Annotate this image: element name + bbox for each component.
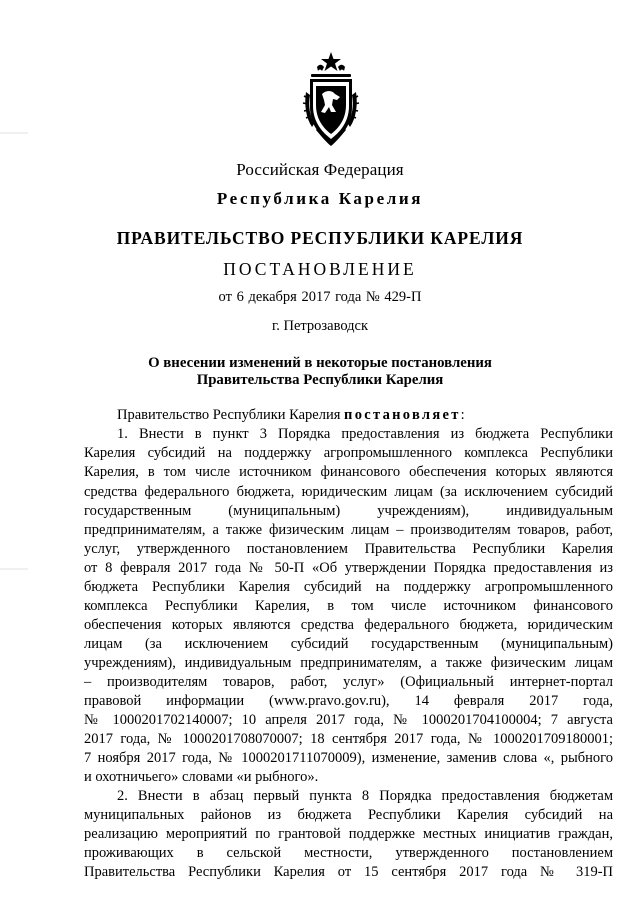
paragraph-line: проживающих в сельской местности, утвержденного постановлением [84,845,613,861]
paragraph-line: Правительства Республики Карелия от 15 сентября 2017 года № 319-П [84,864,613,880]
decree-date-number: от 6 декабря 2017 года № 429-П [218,289,422,305]
paragraph-line: от 8 февраля 2017 года № 50-П «Об утверждении Порядка предоставления из [84,560,613,576]
paragraph-line: средства федерального бюджета, юридическим лицам (за исключением субсидий [84,484,613,500]
paragraph-line: обеспечения которых являются средства федерального бюджета, юридическим [84,617,613,633]
paragraph-line: 2. Внести в абзац первый пункта 8 Порядка предоставления бюджетам [117,788,613,804]
paragraph-line: и охотничьего» словами «и рыбного». [84,769,319,785]
preamble-line [117,407,613,423]
paragraph-line: Карелия субсидий на поддержку агропромышленного комплекса Республики [84,445,613,461]
federation-heading: Российская Федерация [236,160,404,179]
paragraph-line: комплекса Республики Карелия, в том числе источником финансового [84,598,613,614]
paragraph-line: 2017 года, № 1000201708070007; 18 сентября 2017 года, № 1000201709180001; [84,731,613,747]
preamble-emphasis: постановляет [344,407,461,423]
paragraph-line: правовой информации (www.pravo.gov.ru), 14 февраля 2017 года, [84,693,613,709]
paragraph-line: учреждениям), индивидуальным предпринимателям, а также физическим лицам [84,655,613,671]
preamble-text: Правительство Республики Карелия [117,407,345,423]
paragraph-line: 7 ноября 2017 года, № 1000201711070009), изменение, заменив слова «, рыбного [84,750,613,766]
paragraph-line: муниципальных районов из бюджета Республики Карелия субсидий на [84,807,613,823]
page-margin-mark [0,132,28,134]
paragraph-line: услуг, утвержденного постановлением Правительства Республики Карелия [84,541,613,557]
republic-heading: Республика Карелия [216,189,424,208]
document-type-heading: ПОСТАНОВЛЕНИЕ [223,259,417,279]
paragraph-line: – производителям товаров, работ, услуг» (Официальный интернет-портал [84,674,613,690]
decree-subject [130,355,510,389]
government-heading: ПРАВИТЕЛЬСТВО РЕСПУБЛИКИ КАРЕЛИЯ [116,228,524,248]
subject-line: Правительства Республики Карелия [196,372,444,388]
paragraph-line: предпринимателям, а также физическим лицам – производителям товаров, работ, [84,522,613,538]
paragraph-line: № 1000201702140007; 10 апреля 2017 года, № 1000201704100004; 7 августа [84,712,613,728]
paragraph-line: лицам (за исключением субсидий государственным (муниципальным) [84,636,613,652]
preamble-colon: : [460,407,465,423]
paragraph-line: Карелия, в том числе источником финансового обеспечения которых являются [84,464,613,480]
paragraph-line: бюджета Республики Карелия субсидий на поддержку агропромышленного [84,579,613,595]
paragraph-line: государственным (муниципальным) учреждениям), индивидуальным [84,503,613,519]
subject-line: О внесении изменений в некоторые постановления [148,355,492,371]
page-margin-mark [0,568,28,570]
paragraph-line: реализацию мероприятий по грантовой поддержке местных инициатив граждан, [84,826,613,842]
paragraph-line: 1. Внести в пункт 3 Порядка предоставления из бюджета Республики [117,426,613,442]
coat-of-arms-emblem [302,50,360,150]
city-name: г. Петрозаводск [271,318,369,334]
